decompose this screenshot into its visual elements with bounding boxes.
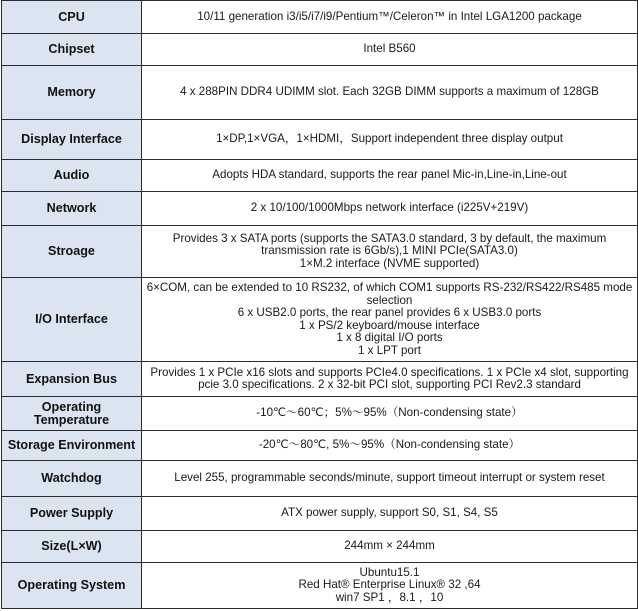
spec-label: Watchdog bbox=[2, 461, 142, 497]
spec-label: Operating Temperature bbox=[2, 397, 142, 431]
spec-value-line: Ubuntu15.1 bbox=[359, 565, 420, 579]
spec-label: Audio bbox=[2, 160, 142, 192]
spec-value-line: Red Hat® Enterprise Linux® 32 ,64 bbox=[298, 578, 481, 592]
spec-value bbox=[142, 461, 638, 497]
spec-label: Storage Environment bbox=[2, 431, 142, 461]
spec-label: Stroage bbox=[2, 226, 142, 278]
spec-row-cpu bbox=[2, 1, 638, 34]
spec-value-line: 1 x 8 digital I/O ports bbox=[336, 331, 443, 344]
spec-row-watchdog bbox=[2, 461, 638, 497]
spec-value-line: 244mm × 244mm bbox=[344, 539, 435, 553]
spec-value bbox=[142, 531, 638, 563]
spec-label: Display Interface bbox=[2, 120, 142, 160]
spec-value-line: 1 x PS/2 keyboard/mouse interface bbox=[299, 318, 480, 332]
spec-value bbox=[142, 34, 638, 66]
spec-row-display-interface bbox=[2, 120, 638, 160]
spec-label: CPU bbox=[2, 1, 142, 34]
spec-value bbox=[142, 160, 638, 192]
spec-label: Expansion Bus bbox=[2, 362, 142, 397]
spec-row-size bbox=[2, 531, 638, 563]
spec-value bbox=[142, 192, 638, 226]
spec-row-memory bbox=[2, 66, 638, 120]
spec-row-chipset bbox=[2, 34, 638, 66]
spec-label: Chipset bbox=[2, 34, 142, 66]
spec-row-storage-environment bbox=[2, 431, 638, 461]
spec-label: I/O Interface bbox=[2, 278, 142, 362]
spec-value-line: Provides 1 x PCIe x16 slots and supports PCIe4.0 specifications. 1 x PCIe x4 slot, supporting pcie 3.0 specifications. 2 x 32-bit PCI slot, supporting PCI Rev2.3 standard bbox=[150, 365, 629, 391]
spec-value-line: 6 x USB2.0 ports, the rear panel provides 6 x USB3.0 ports bbox=[237, 306, 542, 319]
spec-value bbox=[142, 120, 638, 160]
spec-label: Power Supply bbox=[2, 497, 142, 531]
spec-value-line: 10/11 generation i3/i5/i7/i9/Pentium™/Celeron™ in Intel LGA1200 package bbox=[197, 9, 582, 23]
spec-value-line: Provides 3 x SATA ports (supports the SATA3.0 standard, 3 by default, the maximum transmission rate is 6Gb/s),1 MINI PCIe(SATA3.0) bbox=[172, 231, 607, 258]
spec-value-line: 2 x 10/100/1000Mbps network interface (i225V+219V) bbox=[250, 201, 529, 215]
spec-value-line: Adopts HDA standard, supports the rear panel Mic-in,Line-in,Line-out bbox=[212, 168, 567, 182]
spec-table bbox=[1, 0, 638, 609]
spec-value-line: Intel B560 bbox=[363, 42, 416, 56]
spec-value bbox=[142, 226, 638, 278]
spec-value bbox=[142, 1, 638, 34]
spec-value bbox=[142, 497, 638, 531]
spec-value bbox=[142, 431, 638, 461]
spec-row-operating-temperature bbox=[2, 397, 638, 431]
spec-value bbox=[142, 278, 638, 362]
spec-value bbox=[142, 563, 638, 609]
spec-label: Memory bbox=[2, 66, 142, 120]
spec-value-line: -10℃～60℃；5%～95%（Non-condensing state） bbox=[256, 406, 523, 420]
spec-row-audio bbox=[2, 160, 638, 192]
spec-value-line: 6×COM, can be extended to 10 RS232, of which COM1 supports RS-232/RS422/RS485 mode selection bbox=[146, 281, 633, 307]
spec-value-line: win7 SP1 ，8.1 ，10 bbox=[335, 590, 444, 604]
spec-value-line: 1 x LPT port bbox=[358, 343, 421, 357]
spec-value bbox=[142, 362, 638, 397]
spec-label: Operating System bbox=[2, 563, 142, 609]
spec-value-line: ATX power supply, support S0, S1, S4, S5 bbox=[281, 506, 498, 520]
spec-row-network bbox=[2, 192, 638, 226]
spec-value-line: 4 x 288PIN DDR4 UDIMM slot. Each 32GB DIMM supports a maximum of 128GB bbox=[180, 85, 599, 99]
spec-label: Size(L×W) bbox=[2, 531, 142, 563]
spec-value-line: 1×M.2 interface (NVME supported) bbox=[299, 256, 480, 270]
spec-row-power-supply bbox=[2, 497, 638, 531]
spec-row-io-interface bbox=[2, 278, 638, 362]
spec-row-expansion-bus bbox=[2, 362, 638, 397]
spec-value-line: -20℃～80℃, 5%～95%（Non-condensing state） bbox=[258, 438, 521, 452]
spec-value bbox=[142, 66, 638, 120]
spec-label: Network bbox=[2, 192, 142, 226]
spec-value-line: Level 255, programmable seconds/minute, support timeout interrupt or system reset bbox=[174, 471, 605, 485]
spec-row-storage bbox=[2, 226, 638, 278]
spec-row-operating-system bbox=[2, 563, 638, 609]
spec-value bbox=[142, 397, 638, 431]
spec-value-line: 1×DP,1×VGA，1×HDMI，Support independent three display output bbox=[216, 132, 563, 146]
